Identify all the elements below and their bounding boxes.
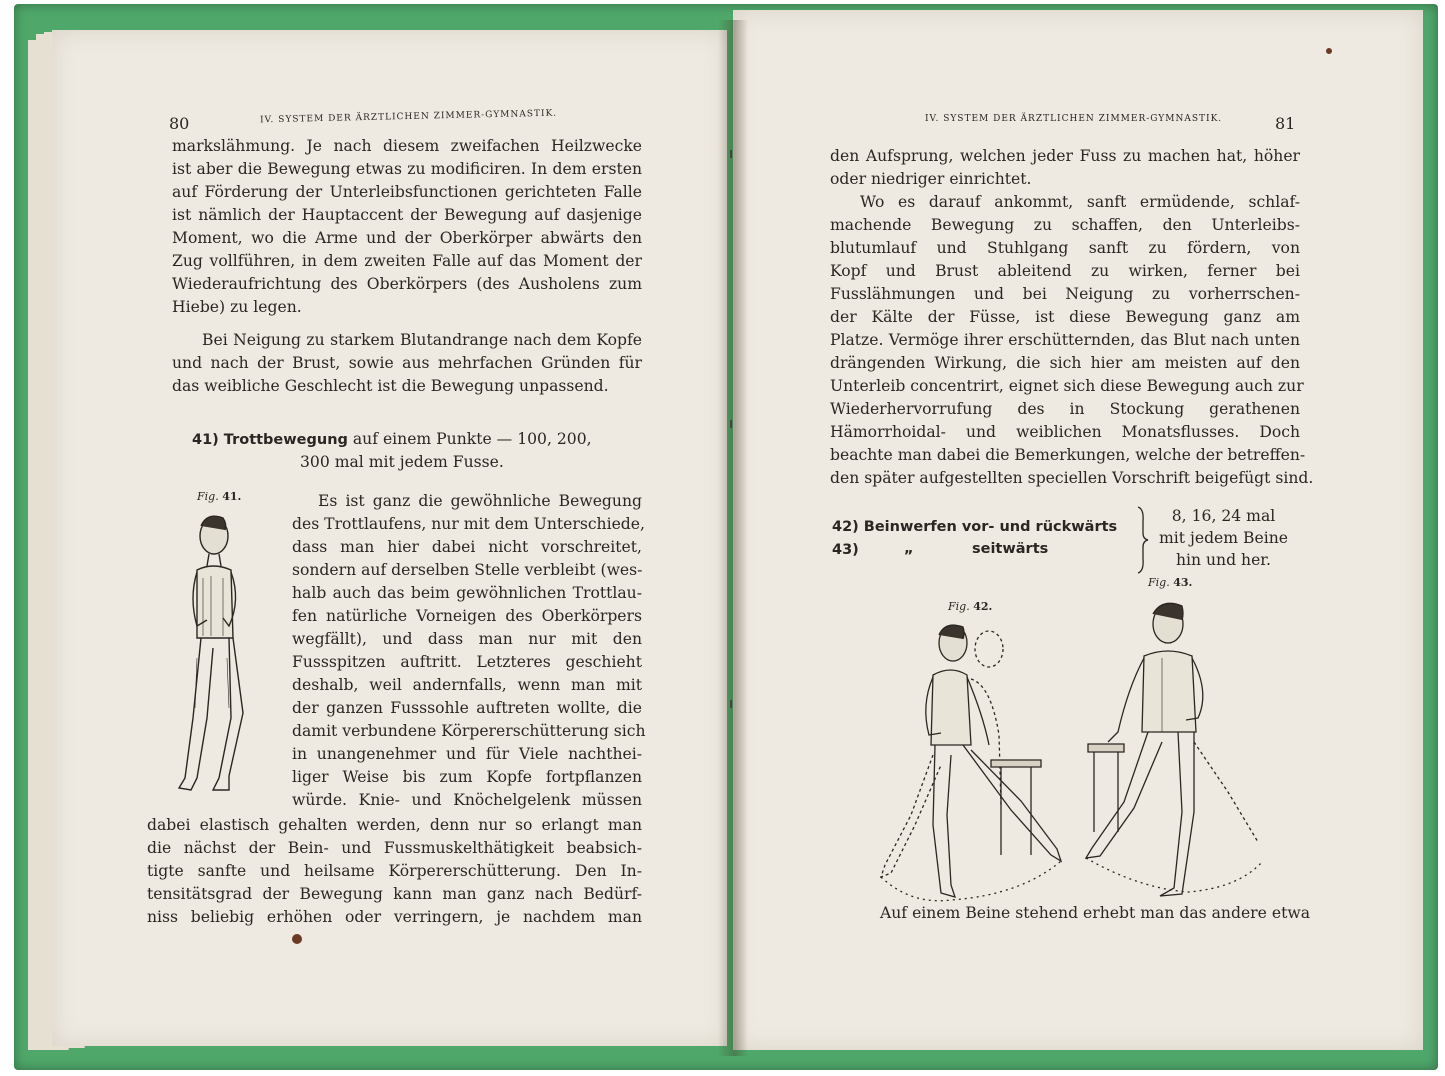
text-line: Zug vollführen, in dem zweiten Falle auf das Moment der — [172, 252, 642, 270]
exercise-43-ditto: „ — [904, 541, 914, 557]
binding-stitch — [730, 150, 732, 158]
binding-stitch — [730, 420, 732, 428]
exercise-41-title: Trottbewegung — [223, 432, 348, 448]
text-line: Moment, wo die Arme und der Oberkörper abwärts den — [172, 229, 642, 247]
text-line: Wiederaufrichtung des Oberkörpers (des Ausholens zum — [172, 275, 642, 293]
running-head-right: IV. SYSTEM DER ÄRZTLICHEN ZIMMER-GYMNASTIK. — [925, 114, 1223, 124]
text-line: Wo es darauf ankommt, sanft ermüdende, schlaf- — [860, 193, 1300, 211]
left-top-paragraph — [172, 135, 642, 319]
figure-41-text — [292, 490, 646, 812]
text-line: deshalb, weil andernfalls, wenn man mit — [292, 676, 642, 694]
repetitions-text — [1151, 505, 1296, 571]
figure-41-illustration — [167, 508, 257, 798]
exercise-42-heading — [832, 515, 1117, 539]
text-line: oder niedriger einrichtet. — [830, 170, 1032, 188]
text-line: in unangenehmer und für Viele nachthei- — [292, 745, 642, 763]
left-page — [52, 30, 727, 1046]
text-line: 8, 16, 24 mal — [1171, 507, 1276, 525]
exercise-43-title: seitwärts — [972, 541, 1049, 557]
text-line: drängenden Wirkung, die sich hier am meisten auf den — [830, 354, 1300, 372]
text-line: markslähmung. Je nach diesem zweifachen Heilzwecke — [172, 137, 642, 155]
figure-42-illustration — [871, 615, 1081, 905]
text-line: niss beliebig erhöhen oder verringern, je nachdem man — [147, 908, 642, 926]
text-line: mit jedem Beine — [1159, 529, 1288, 547]
text-line: dabei elastisch gehalten werden, denn nur so erlangt man — [147, 816, 642, 834]
text-line: Unterleib concentrirt, eignet sich diese Bewegung auch zur — [830, 377, 1304, 395]
right-paragraph — [830, 191, 1314, 490]
figure-number: 41. — [222, 490, 242, 503]
text-line: Fusslähmungen und bei Neigung zu vorherrschen- — [830, 285, 1300, 303]
paper-speck — [1326, 48, 1332, 54]
text-line: fen natürliche Vorneigen des Oberkörpers — [292, 607, 642, 625]
left-second-paragraph — [172, 329, 642, 398]
exercise-42-number: 42) — [832, 519, 859, 535]
page-number-right: 81 — [1275, 114, 1296, 133]
text-line: dass man hier dabei nicht vorschreitet, — [292, 538, 642, 556]
text-line: Fussspitzen auftritt. Letzteres geschieht — [292, 653, 642, 671]
text-line: ist aber die Bewegung etwas zu modificiren. In dem ersten — [172, 160, 642, 178]
figure-43-caption — [1148, 576, 1192, 589]
figure-label: Fig. — [197, 490, 219, 503]
exercise-41-heading — [192, 428, 592, 452]
text-line: Es ist ganz die gewöhnliche Bewegung — [318, 492, 642, 510]
text-line: halb auch das beim gewöhnlichen Trottlau- — [292, 584, 642, 602]
figure-41-caption — [197, 490, 241, 503]
text-line: Auf einem Beine stehend erhebt man das andere etwa — [880, 904, 1310, 922]
right-top-lines — [830, 145, 1300, 191]
figure-number: 42. — [973, 600, 993, 613]
text-line: Platze. Vermöge ihrer erschütternden, das Blut nach unten — [830, 331, 1300, 349]
text-line: das weibliche Geschlecht ist die Bewegung unpassend. — [172, 377, 609, 395]
text-line: damit verbundene Körpererschütterung sich — [292, 722, 646, 740]
text-line: und nach der Brust, sowie aus mehrfachen Gründen für — [172, 354, 642, 372]
paper-stain — [292, 934, 302, 944]
text-line: den Aufsprung, welchen jeder Fuss zu machen hat, höher — [830, 147, 1300, 165]
text-line: tensitätsgrad der Bewegung kann man ganz nach Bedürf- — [147, 885, 642, 903]
figure-label: Fig. — [948, 600, 970, 613]
right-bottom-line — [880, 902, 1310, 925]
text-line: Kopf und Brust ableitend zu wirken, ferner bei — [830, 262, 1300, 280]
text-line: Hämorrhoidal- und weiblichen Monatsflusses. Doch — [830, 423, 1300, 441]
figure-label: Fig. — [1148, 576, 1170, 589]
text-line: tigte sanfte und heilsame Körpererschütterung. Den In- — [147, 862, 642, 880]
text-line: sondern auf derselben Stelle verbleibt (wes- — [292, 561, 643, 579]
text-line: den später aufgestellten speciellen Vorschrift beigefügt sind. — [830, 469, 1314, 487]
text-line: machende Bewegung zu schaffen, den Unterleibs- — [830, 216, 1300, 234]
text-line: der Kälte der Füsse, ist diese Bewegung ganz am — [830, 308, 1300, 326]
book-gutter — [718, 20, 748, 1056]
text-line: die nächst der Bein- und Fussmuskelthätigkeit beabsich- — [147, 839, 642, 857]
text-line: der ganzen Fusssohle auftreten wollte, die — [292, 699, 642, 717]
exercise-41-repetitions: 300 mal mit jedem Fusse. — [300, 453, 504, 471]
exercise-41-details: auf einem Punkte — 100, 200, — [352, 430, 592, 448]
text-line: wegfällt), und dass man nur mit den — [292, 630, 642, 648]
text-line: würde. Knie- und Knöchelgelenk müssen — [292, 791, 642, 809]
figure-number: 43. — [1173, 576, 1193, 589]
curly-bracket — [1135, 505, 1151, 575]
exercise-43-heading — [832, 538, 1132, 562]
text-line: ist nämlich der Hauptaccent der Bewegung auf dasjenige — [172, 206, 642, 224]
text-line: Wiederhervorrufung des in Stockung gerathenen — [830, 400, 1300, 418]
binding-stitch — [730, 700, 732, 708]
text-line: beachte man dabei die Bemerkungen, welche der betreffen- — [830, 446, 1306, 464]
running-head-left: IV. SYSTEM DER ÄRZTLICHEN ZIMMER-GYMNASTIK. — [259, 108, 558, 126]
text-line: blutumlauf und Stuhlgang sanft zu fördern, von — [830, 239, 1300, 257]
text-line: hin und her. — [1175, 551, 1272, 569]
figure-43-illustration — [1078, 592, 1273, 902]
exercise-41-number: 41) — [192, 432, 219, 448]
text-line: auf Förderung der Unterleibsfunctionen gerichteten Falle — [172, 183, 642, 201]
left-bottom-text — [147, 814, 642, 929]
exercise-43-number: 43) — [832, 542, 859, 558]
text-line: Bei Neigung zu starkem Blutandrange nach dem Kopfe — [202, 331, 642, 349]
page-number-left: 80 — [169, 114, 190, 133]
text-line: Hiebe) zu legen. — [172, 298, 302, 316]
right-page — [733, 10, 1423, 1050]
text-line: des Trottlaufens, nur mit dem Unterschiede, — [292, 515, 645, 533]
figure-42-caption — [948, 600, 992, 613]
text-line: liger Weise bis zum Kopfe fortpflanzen — [292, 768, 642, 786]
exercise-42-title: Beinwerfen vor- und rückwärts — [863, 519, 1118, 535]
